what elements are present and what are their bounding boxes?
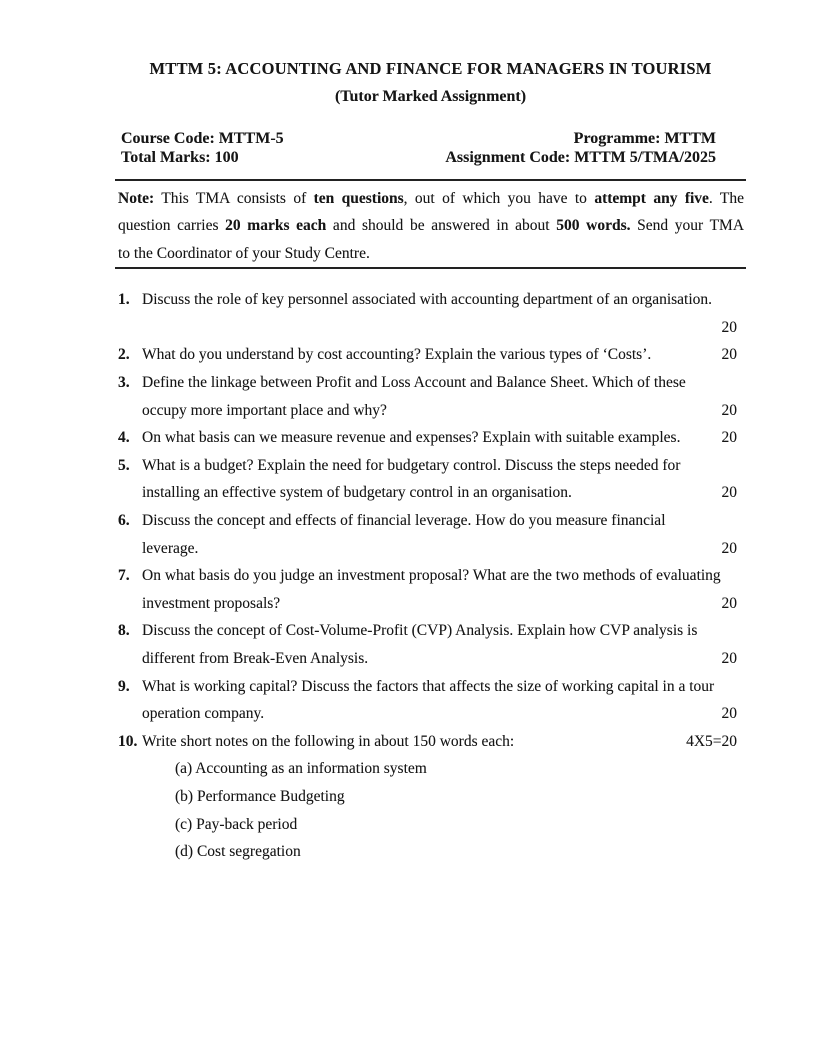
question-number: 3. [118, 374, 130, 391]
question-marks: 4X5=20 [686, 732, 737, 750]
question-text: What is a budget? Explain the need for budgetary control. Discuss the steps needed for [142, 456, 681, 474]
subitem-line [115, 783, 746, 811]
note-paragraph [115, 185, 746, 267]
note-text: . The [708, 190, 744, 207]
question-line [115, 700, 746, 728]
note-text: question carries [118, 217, 226, 235]
question-number: 4. [118, 429, 130, 447]
question-text: leverage. [142, 539, 199, 557]
question-text: occupy more important place and why? [142, 401, 387, 419]
note-text: to the Coordinator of your Study Centre. [118, 244, 370, 262]
note-line [115, 212, 746, 239]
programme: Programme: MTTM [573, 130, 716, 147]
subitem-text: (b) Performance Budgeting [175, 787, 345, 805]
question-number-spacer [115, 755, 142, 783]
question-number: 10. [118, 732, 138, 750]
question-text: Discuss the role of key personnel associated with accounting department of an organisation. [142, 291, 713, 309]
question-marks: 20 [721, 318, 737, 336]
question-number: 1. [118, 291, 130, 309]
course-code: Course Code: MTTM-5 [121, 130, 284, 147]
document-content [115, 0, 746, 866]
total-marks: Total Marks: 100 [121, 149, 239, 166]
question-line [115, 728, 746, 756]
note-text: Send your TMA [630, 217, 745, 235]
document-title: MTTM 5: ACCOUNTING AND FINANCE FOR MANAGERS IN TOURISM [149, 59, 712, 78]
note-bold-text: 500 words. [556, 217, 631, 235]
question-number [115, 590, 142, 618]
assignment-code: Assignment Code: MTTM 5/TMA/2025 [445, 149, 716, 166]
question-text: different from Break-Even Analysis. [142, 649, 369, 667]
question-number: 5. [118, 456, 130, 474]
subitem-line [115, 755, 746, 783]
question-line [115, 397, 746, 425]
course-info-left [115, 129, 284, 167]
question-number: 2. [118, 346, 130, 364]
question-number: 9. [118, 677, 130, 695]
question-line [115, 590, 746, 618]
question-number-spacer [115, 811, 142, 839]
question-line [115, 673, 746, 701]
course-info-block [115, 129, 746, 167]
subitem-text: (a) Accounting as an information system [175, 760, 427, 778]
subitem-text: (d) Cost segregation [175, 843, 301, 861]
question-text: Discuss the concept of Cost-Volume-Profit (CVP) Analysis. Explain how CVP analysis is [142, 622, 698, 640]
question-line [115, 369, 746, 397]
question-number: 6. [118, 511, 130, 529]
question-line [115, 479, 746, 507]
question-text: What is working capital? Discuss the factors that affects the size of working capital in a tour [142, 677, 715, 695]
question-text: What do you understand by cost accounting? Explain the various types of ‘Costs’. [142, 346, 652, 364]
course-info-right [445, 129, 746, 167]
note-box [115, 179, 746, 269]
question-text: On what basis do you judge an investment proposal? What are the two methods of evaluating [142, 567, 721, 585]
question-number [115, 535, 142, 563]
question-marks: 20 [721, 484, 737, 502]
question-text: Define the linkage between Profit and Loss Account and Balance Sheet. Which of these [142, 374, 686, 391]
note-bold-text: Note: [118, 190, 155, 207]
question-number [115, 479, 142, 507]
subitem-line [115, 811, 746, 839]
note-line [115, 240, 746, 267]
question-marks: 20 [721, 346, 737, 364]
question-text: operation company. [142, 705, 265, 723]
question-number [115, 314, 142, 342]
question-line [115, 452, 746, 480]
question-text: On what basis can we measure revenue and expenses? Explain with suitable examples. [142, 429, 681, 447]
question-marks: 20 [721, 649, 737, 667]
note-text: and should be answered in about [326, 217, 557, 235]
question-text: installing an effective system of budgetary control in an organisation. [142, 484, 572, 502]
note-line [115, 185, 746, 212]
question-line [115, 424, 746, 452]
question-marks: 20 [721, 539, 737, 557]
note-text: , out of which you have to [403, 190, 595, 207]
note-bold-text: ten questions [313, 190, 404, 207]
question-number [115, 700, 142, 728]
note-text: This TMA consists of [154, 190, 314, 207]
note-bold-text: 20 marks each [225, 217, 327, 235]
subitem-line [115, 838, 746, 866]
question-number [115, 645, 142, 673]
question-line [115, 286, 746, 314]
question-number-spacer [115, 783, 142, 811]
document-subtitle: (Tutor Marked Assignment) [334, 88, 527, 105]
question-line [115, 341, 746, 369]
question-marks: 20 [721, 401, 737, 419]
question-marks: 20 [721, 429, 737, 447]
question-marks: 20 [721, 705, 737, 723]
question-number: 7. [118, 567, 130, 585]
note-bold-text: attempt any five [594, 190, 709, 207]
question-line [115, 535, 746, 563]
question-text: Discuss the concept and effects of financial leverage. How do you measure financial [142, 511, 666, 529]
question-text: Write short notes on the following in about 150 words each: [142, 732, 515, 750]
question-list [115, 286, 746, 865]
question-line [115, 562, 746, 590]
question-number-spacer [115, 838, 142, 866]
question-marks: 20 [721, 594, 737, 612]
question-text: investment proposals? [142, 594, 281, 612]
question-line [115, 314, 746, 342]
subitem-text: (c) Pay-back period [175, 815, 298, 833]
question-number: 8. [118, 622, 130, 640]
question-number [115, 397, 142, 425]
question-line [115, 645, 746, 673]
question-line [115, 617, 746, 645]
question-line [115, 507, 746, 535]
